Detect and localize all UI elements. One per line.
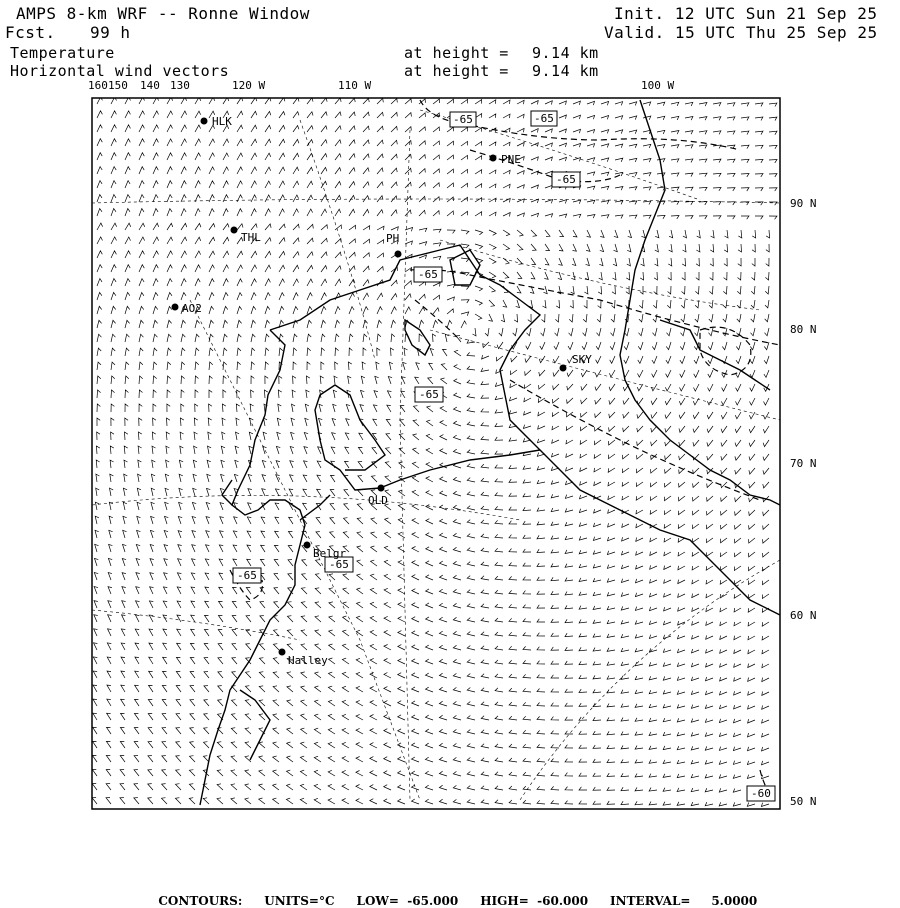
station-dot-hlk [201,118,208,125]
station-dot-thl [231,227,238,234]
contour-label: -65 [237,569,257,582]
height-value-1: 9.14 km [532,44,599,62]
contour-legend [150,880,779,908]
station-dot-ph [395,251,402,258]
temperature-contours [230,100,780,800]
height-value-2: 9.14 km [532,62,599,80]
forecast-hours: 99 h [90,23,131,42]
lon-label-160: 160 [88,79,108,92]
contours-label: CONTOURS: [158,894,243,908]
contour-units: UNITS=°C [264,894,335,908]
station-label-belgr: Belgr [313,547,347,560]
contour-label: -65 [534,112,554,125]
station-dot-pne [490,155,497,162]
lat-label-60n: 60 N [790,609,817,622]
map-title: AMPS 8-km WRF -- Ronne Window [16,4,310,23]
lon-label-120w: 120 W [232,79,266,92]
lon-label-110w: 110 W [338,79,372,92]
contour-label: -65 [556,173,576,186]
height-label-2: at height = [404,62,509,80]
station-dot-sky [560,365,567,372]
station-label-ao2: AO2 [182,302,202,315]
station-label-hlk: HLK [212,115,232,128]
station-dot-ao2 [172,304,179,311]
lat-label-90n: 90 N [790,197,817,210]
contour-label: -65 [418,268,438,281]
station-dot-halley [279,649,286,656]
field-wind-vectors: Horizontal wind vectors [10,62,230,80]
wind-vector-field [92,97,777,807]
station-label-pne: PNE [501,153,521,166]
contour-low: LOW= -65.000 [356,894,459,908]
station-label-thl: THL [241,231,261,244]
lon-label-130: 130 [170,79,190,92]
init-time: Init. 12 UTC Sun 21 Sep 25 [614,4,878,23]
station-markers [172,118,567,656]
lon-label-140: 140 [140,79,160,92]
lat-label-80n: 80 N [790,323,817,336]
contour-interval: INTERVAL= 5.0000 [610,894,758,908]
forecast-label: Fcst. [5,23,56,42]
station-label-old: OLD [368,494,388,507]
lat-label-50n: 50 N [790,795,817,808]
station-label-halley: Halley [288,654,328,667]
lat-label-70n: 70 N [790,457,817,470]
field-temperature: Temperature [10,44,115,62]
station-dot-belgr [304,542,311,549]
contour-label: -65 [329,558,349,571]
wind-barbs [92,97,777,807]
station-label-ph: PH [386,232,400,245]
coastline [200,100,780,805]
contour-label: -65 [453,113,473,126]
station-label-sky: SKY [572,353,592,366]
contour-label: -60 [751,787,771,800]
lon-label-100w: 100 W [641,79,675,92]
height-label-1: at height = [404,44,509,62]
valid-time: Valid. 15 UTC Thu 25 Sep 25 [604,23,878,42]
contour-label: -65 [419,388,439,401]
station-dot-old [378,485,385,492]
contour-high: HIGH= -60.000 [480,894,589,908]
lon-label-150: 150 [108,79,128,92]
